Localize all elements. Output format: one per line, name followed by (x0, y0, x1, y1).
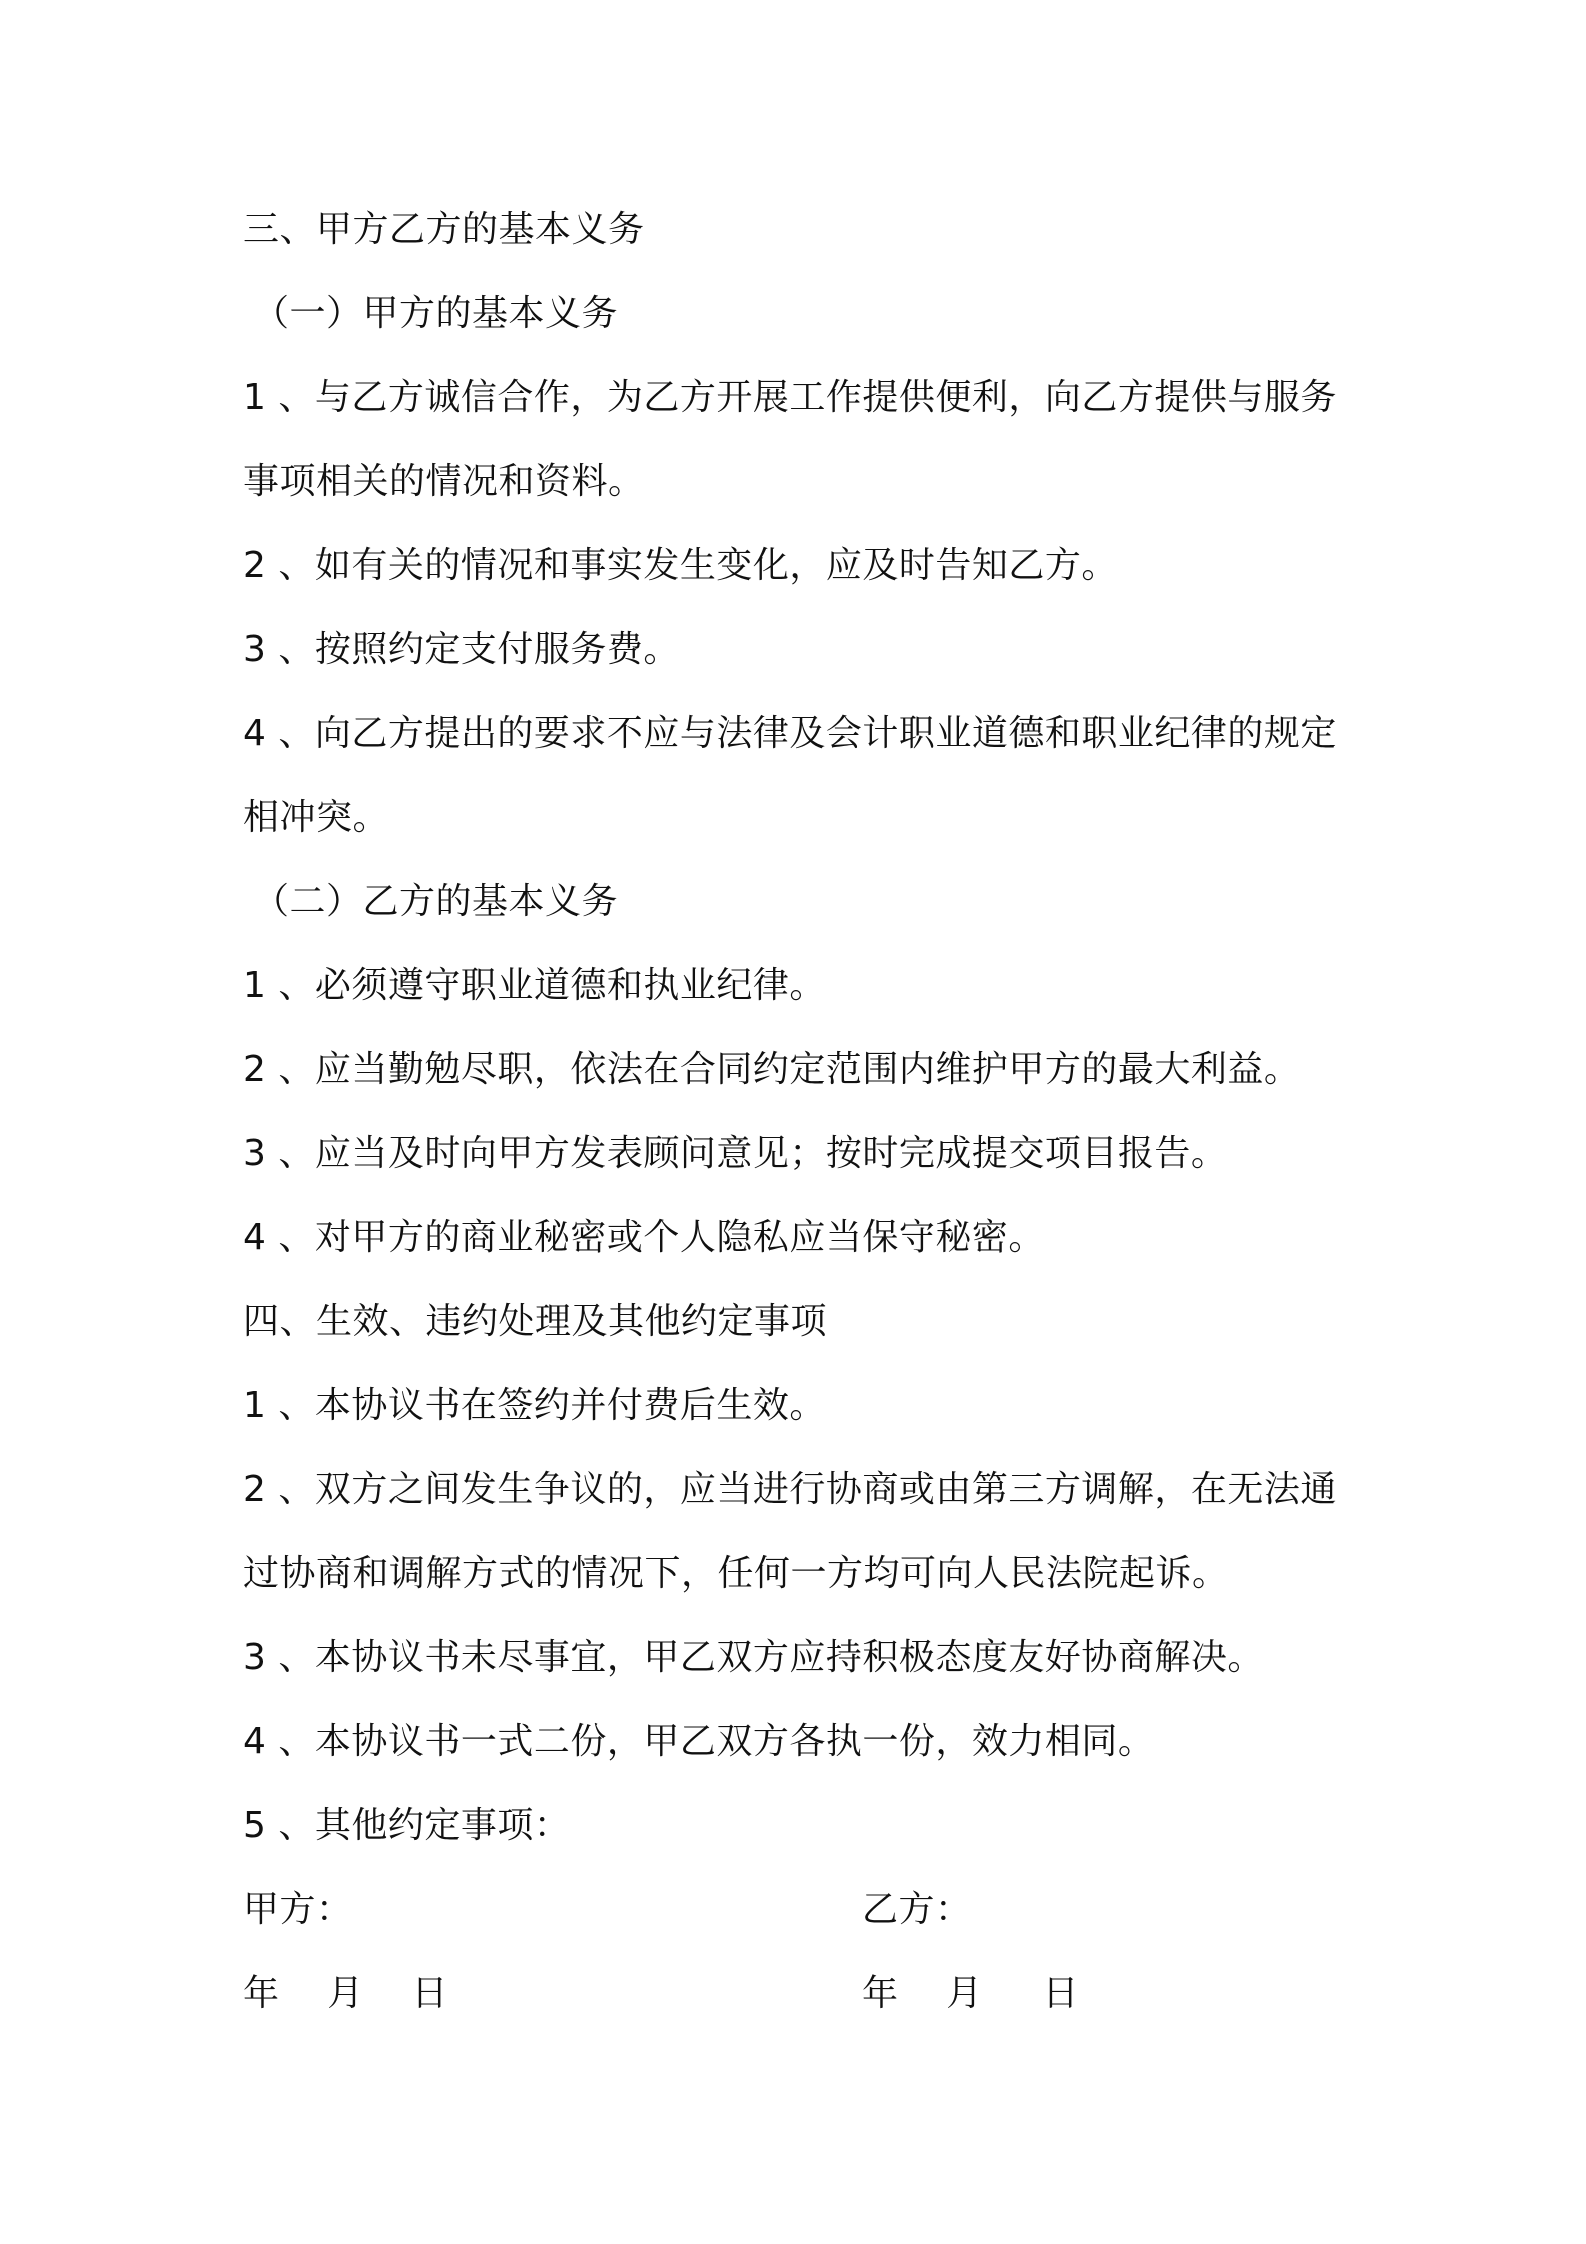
section-4-item-5: 5 、其他约定事项： (243, 1805, 571, 1846)
party-a-duties-heading: （一）甲方的基本义务 (253, 293, 619, 334)
party-a-item-1-line-1: 1 、与乙方诚信合作，为乙方开展工作提供便利，向乙方提供与服务 (243, 377, 1337, 418)
section-4-item-2-line-2: 过协商和调解方式的情况下，任何一方均可向人民法院起诉。 (243, 1553, 1229, 1594)
party-a-item-2: 2 、如有关的情况和事实发生变化，应及时告知乙方。 (243, 545, 1118, 586)
party-a-item-3: 3 、按照约定支付服务费。 (243, 629, 680, 670)
party-b-item-2: 2 、应当勤勉尽职，依法在合同约定范围内维护甲方的最大利益。 (243, 1049, 1301, 1090)
party-b-duties-heading: （二）乙方的基本义务 (253, 881, 619, 922)
section-4-item-3: 3 、本协议书未尽事宜，甲乙双方应持积极态度友好协商解决。 (243, 1637, 1264, 1678)
section-4-item-2-line-1: 2 、双方之间发生争议的，应当进行协商或由第三方调解，在无法通 (243, 1469, 1337, 1510)
party-a-item-4-line-2: 相冲突。 (243, 797, 390, 838)
section-4-heading: 四、生效、违约处理及其他约定事项 (243, 1301, 828, 1342)
party-b-item-4: 4 、对甲方的商业秘密或个人隐私应当保守秘密。 (243, 1217, 1045, 1258)
party-b-item-3: 3 、应当及时向甲方发表顾问意见；按时完成提交项目报告。 (243, 1133, 1228, 1174)
party-a-signature-label: 甲方： (243, 1889, 353, 1930)
section-3-heading: 三、甲方乙方的基本义务 (243, 209, 645, 250)
party-a-date: 年 月 日 (243, 1973, 449, 2014)
section-4-item-1: 1 、本协议书在签约并付费后生效。 (243, 1385, 826, 1426)
party-b-signature-label: 乙方： (862, 1889, 972, 1930)
party-b-item-1: 1 、必须遵守职业道德和执业纪律。 (243, 965, 826, 1006)
section-4-item-4: 4 、本协议书一式二份，甲乙双方各执一份，效力相同。 (243, 1721, 1155, 1762)
party-a-item-4-line-1: 4 、向乙方提出的要求不应与法律及会计职业道德和职业纪律的规定 (243, 713, 1337, 754)
party-b-date: 年 月 日 (862, 1973, 1079, 2014)
party-a-item-1-line-2: 事项相关的情况和资料。 (243, 461, 645, 502)
